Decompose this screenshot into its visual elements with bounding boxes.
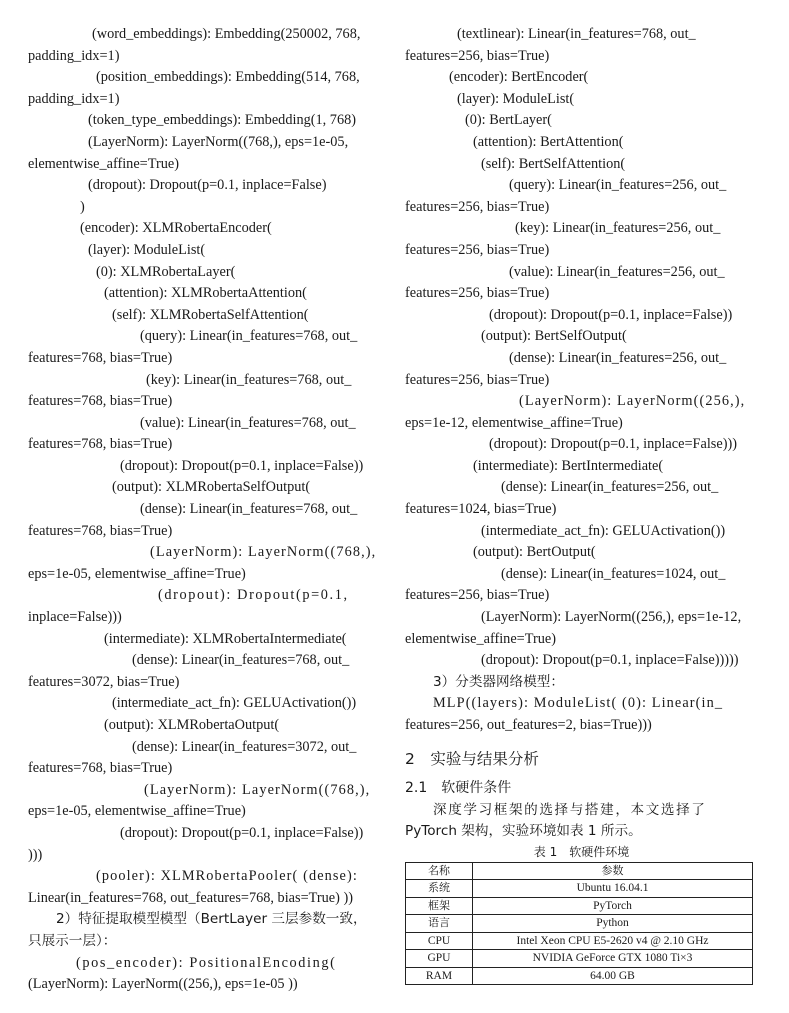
text-line: features=256, bias=True): [405, 47, 550, 64]
text-line: (attention): BertAttention(: [473, 133, 624, 150]
body-text-line: PyTorch 架构，实验环境如表 1 所示。: [405, 823, 642, 840]
text-line: (self): XLMRobertaSelfAttention(: [112, 306, 309, 323]
text-line: features=768, bias=True): [28, 436, 173, 453]
text-line: (LayerNorm): LayerNorm((256,), eps=1e-05 )): [28, 976, 298, 993]
environment-table: [405, 862, 753, 986]
text-line: (LayerNorm): LayerNorm((256,),: [519, 393, 746, 410]
text-line: (0): XLMRobertaLayer(: [96, 263, 236, 280]
text-line: features=256, bias=True): [405, 371, 550, 388]
text-line: (dropout): Dropout(p=0.1, inplace=False)): [120, 457, 364, 474]
text-line: (output): BertOutput(: [473, 544, 596, 561]
table-cell-name: 语言: [406, 915, 473, 933]
text-line: (value): Linear(in_features=256, out_: [509, 263, 725, 280]
text-line: (intermediate_act_fn): GELUActivation()): [112, 695, 357, 712]
text-line: (dense): Linear(in_features=3072, out_: [132, 738, 357, 755]
table-cell-name: 系统: [406, 880, 473, 898]
text-line: (0): BertLayer(: [465, 112, 552, 129]
table-cell-name: GPU: [406, 950, 473, 968]
text-line: padding_idx=1): [28, 47, 120, 64]
text-line: (dense): Linear(in_features=1024, out_: [501, 565, 726, 582]
text-line: (textlinear): Linear(in_features=768, out_: [457, 26, 696, 42]
text-line: (encoder): XLMRobertaEncoder(: [80, 220, 272, 237]
left-column: [28, 24, 378, 996]
text-line: features=256, out_features=2, bias=True))): [405, 717, 652, 733]
text-line: Linear(in_features=768, out_features=768, bias=True) )): [28, 889, 353, 906]
text-line: (dense): Linear(in_features=256, out_: [509, 349, 727, 366]
text-line: (output): BertSelfOutput(: [481, 328, 627, 345]
text-line: (attention): XLMRobertaAttention(: [104, 285, 307, 302]
text-line: (dropout): Dropout(p=0.1,: [158, 587, 349, 604]
right-code-block: [405, 24, 758, 737]
table-cell-value: NVIDIA GeForce GTX 1080 Ti×3: [473, 950, 753, 968]
text-line: features=3072, bias=True): [28, 673, 180, 690]
text-line: (intermediate): XLMRobertaIntermediate(: [104, 630, 347, 647]
text-line: (LayerNorm): LayerNorm((768,),: [144, 781, 371, 798]
text-line: features=768, bias=True): [28, 393, 173, 410]
table-cell-value: Intel Xeon CPU E5-2620 v4 @ 2.10 GHz: [473, 932, 753, 950]
text-line: elementwise_affine=True): [405, 630, 556, 647]
text-line: (dropout): Dropout(p=0.1, inplace=False)): [120, 824, 364, 841]
text-line: (dropout): Dropout(p=0.1, inplace=False))): [489, 436, 737, 453]
text-line: features=768, bias=True): [28, 522, 173, 539]
text-line: eps=1e-12, elementwise_affine=True): [405, 414, 623, 431]
table-header-row: [406, 862, 753, 880]
table-row: [406, 880, 753, 898]
text-line: 只展示一层）：: [28, 932, 117, 949]
text-line: (position_embeddings): Embedding(514, 768,: [96, 69, 360, 86]
text-line: features=256, bias=True): [405, 285, 550, 302]
table-cell-value: PyTorch: [473, 897, 753, 915]
text-line: features=256, bias=True): [405, 587, 550, 604]
text-line: eps=1e-05, elementwise_affine=True): [28, 565, 246, 582]
text-line: (dense): Linear(in_features=256, out_: [501, 479, 719, 496]
table-cell-value: 64.00 GB: [473, 967, 753, 985]
text-line: (encoder): BertEncoder(: [449, 69, 589, 86]
text-line: features=256, bias=True): [405, 198, 550, 215]
table-caption: 表 1 软硬件环境: [533, 844, 630, 859]
text-line: ): [80, 198, 85, 215]
table-cell-name: RAM: [406, 967, 473, 985]
table-cell-value: Python: [473, 915, 753, 933]
table-header-cell: 参数: [473, 862, 753, 880]
section-heading: 2 实验与结果分析: [405, 749, 539, 768]
text-line: (query): Linear(in_features=768, out_: [140, 328, 358, 345]
text-line: (intermediate): BertIntermediate(: [473, 457, 664, 474]
right-column: [405, 24, 758, 985]
text-line: features=768, bias=True): [28, 760, 173, 777]
table-row: [406, 897, 753, 915]
text-line: elementwise_affine=True): [28, 155, 179, 172]
text-line: (layer): ModuleList(: [88, 241, 206, 258]
text-line: (dense): Linear(in_features=768, out_: [140, 501, 358, 518]
text-line: (pos_encoder): PositionalEncoding(: [76, 954, 337, 971]
text-line: (dropout): Dropout(p=0.1, inplace=False))))): [481, 652, 739, 669]
text-line: 2）特征提取模型模型（BertLayer 三层参数一致，: [56, 911, 367, 928]
text-line: (pooler): XLMRobertaPooler( (dense):: [96, 868, 358, 885]
table-row: [406, 967, 753, 985]
text-line: (LayerNorm): LayerNorm((768,),: [150, 544, 377, 561]
text-line: (LayerNorm): LayerNorm((256,), eps=1e-12,: [481, 609, 742, 626]
body-text-line: 深度学习框架的选择与搭建，本文选择了: [433, 801, 707, 818]
text-line: (output): XLMRobertaOutput(: [104, 717, 280, 733]
text-line: (key): Linear(in_features=256, out_: [515, 220, 721, 237]
text-line: (self): BertSelfAttention(: [481, 155, 626, 172]
table-row: [406, 950, 753, 968]
text-line: (dense): Linear(in_features=768, out_: [132, 652, 350, 669]
text-line: (intermediate_act_fn): GELUActivation()): [481, 522, 726, 539]
text-line: features=256, bias=True): [405, 241, 550, 258]
text-line: (value): Linear(in_features=768, out_: [140, 414, 356, 431]
text-line: ))): [28, 846, 43, 863]
text-line: inplace=False))): [28, 609, 122, 626]
subsection-heading: 2.1 软硬件条件: [405, 779, 512, 796]
table-cell-name: 框架: [406, 897, 473, 915]
text-line: (query): Linear(in_features=256, out_: [509, 177, 727, 194]
table-row: [406, 915, 753, 933]
table-cell-name: CPU: [406, 932, 473, 950]
table-header-cell: 名称: [406, 862, 473, 880]
text-line: (word_embeddings): Embedding(250002, 768,: [92, 26, 361, 42]
text-line: padding_idx=1): [28, 90, 120, 107]
text-line: 3）分类器网络模型：: [433, 673, 564, 690]
text-line: features=768, bias=True): [28, 349, 173, 366]
text-line: features=1024, bias=True): [405, 501, 557, 518]
text-line: (output): XLMRobertaSelfOutput(: [112, 479, 311, 496]
text-line: (key): Linear(in_features=768, out_: [146, 371, 352, 388]
text-line: (layer): ModuleList(: [457, 90, 575, 107]
text-line: (token_type_embeddings): Embedding(1, 768): [88, 112, 357, 129]
text-line: (dropout): Dropout(p=0.1, inplace=False): [88, 177, 327, 194]
text-line: (LayerNorm): LayerNorm((768,), eps=1e-05,: [88, 133, 349, 150]
table-cell-value: Ubuntu 16.04.1: [473, 880, 753, 898]
text-line: eps=1e-05, elementwise_affine=True): [28, 803, 246, 820]
text-line: MLP((layers): ModuleList( (0): Linear(in_: [433, 695, 724, 712]
text-line: (dropout): Dropout(p=0.1, inplace=False)): [489, 306, 733, 323]
table-row: [406, 932, 753, 950]
